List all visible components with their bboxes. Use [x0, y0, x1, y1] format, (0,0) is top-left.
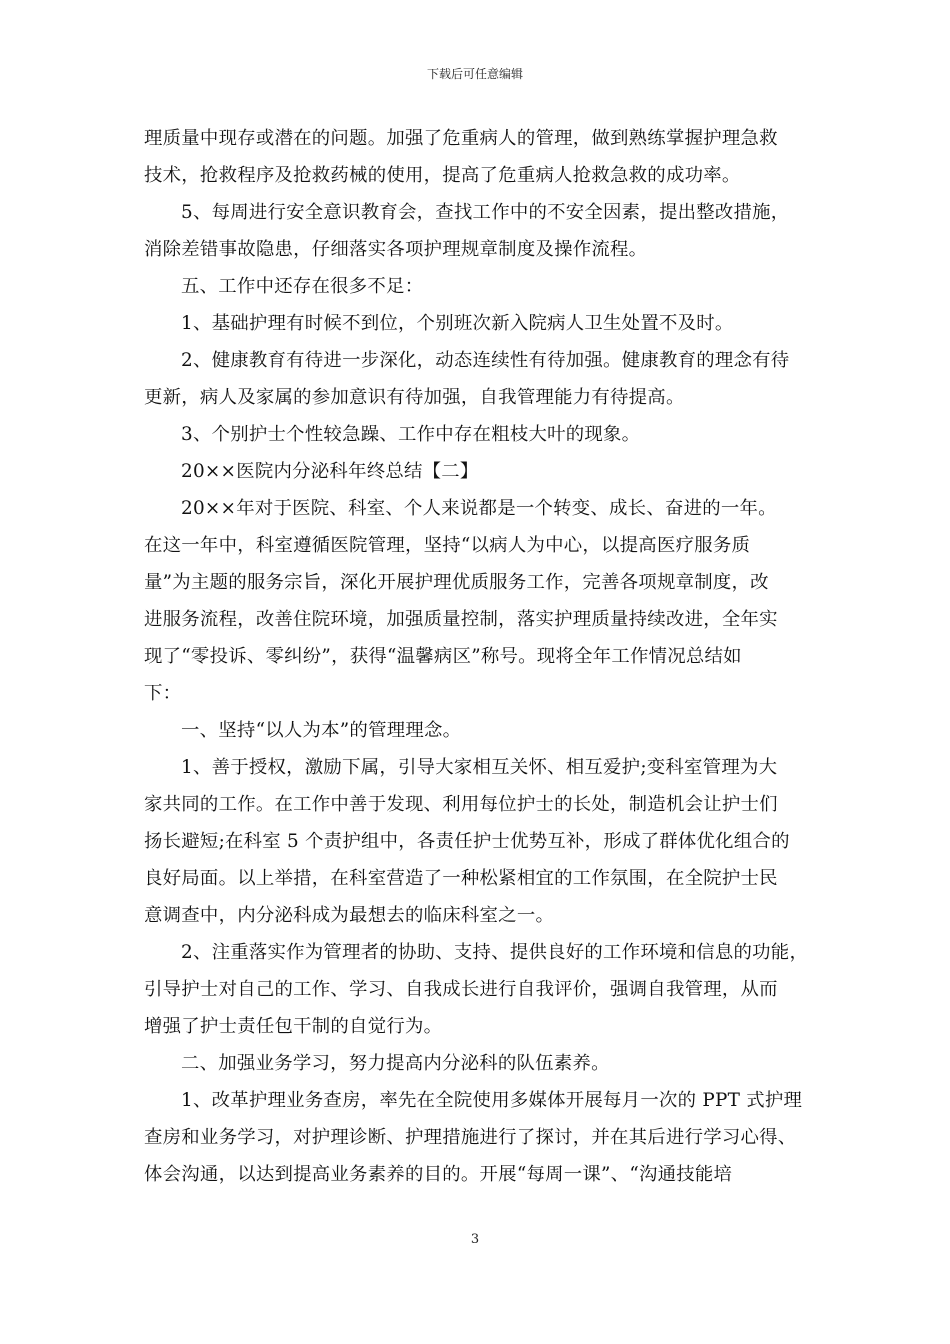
text-line: 更新，病人及家属的参加意识有待加强，自我管理能力有待提高。 [144, 387, 685, 408]
text-line: 1、基础护理有时候不到位，个别班次新入院病人卫生处置不及时。 [181, 313, 734, 334]
text-line: 体会沟通，以达到提高业务素养的目的。开展“每周一课”、“沟通技能培 [144, 1164, 733, 1185]
text-line: 20××年对于医院、科室、个人来说都是一个转变、成长、奋进的一年。 [181, 498, 777, 519]
text-line: 理质量中现存或潜在的问题。加强了危重病人的管理，做到熟练掌握护理急救 [144, 128, 778, 149]
text-line: 1、改革护理业务查房，率先在全院使用多媒体开展每月一次的 PPT 式护理 [181, 1090, 803, 1111]
text-line: 一、坚持“以人为本”的管理理念。 [181, 720, 462, 741]
text-line: 1、善于授权，激励下属，引导大家相互关怀、相互爱护;变科室管理为大 [181, 757, 778, 778]
text-line: 查房和业务学习，对护理诊断、护理措施进行了探讨，并在其后进行学习心得、 [144, 1127, 797, 1148]
text-line: 技术，抢救程序及抢救药械的使用，提高了危重病人抢救急救的成功率。 [144, 165, 741, 186]
text-line: 消除差错事故隐患，仔细落实各项护理规章制度及操作流程。 [144, 239, 648, 260]
text-line: 20××医院内分泌科年终总结【二】 [181, 461, 479, 482]
text-line: 现了“零投诉、零纠纷”，获得“温馨病区”称号。现将全年工作情况总结如 [144, 646, 742, 667]
text-line: 下： [144, 683, 182, 704]
text-line: 五、工作中还存在很多不足： [181, 276, 424, 297]
text-line: 3、个别护士个性较急躁、工作中存在粗枝大叶的现象。 [181, 424, 641, 445]
text-line: 进服务流程，改善住院环境，加强质量控制，落实护理质量持续改进，全年实 [144, 609, 778, 630]
text-line: 增强了护士责任包干制的自觉行为。 [144, 1016, 443, 1037]
text-line: 2、注重落实作为管理者的协助、支持、提供良好的工作环境和信息的功能， [181, 942, 809, 963]
text-line: 良好局面。以上举措，在科室营造了一种松紧相宜的工作氛围，在全院护士民 [144, 868, 778, 889]
text-line: 意调查中，内分泌科成为最想去的临床科室之一。 [144, 905, 555, 926]
page-header: 下载后可任意编辑 [426, 67, 523, 81]
text-line: 引导护士对自己的工作、学习、自我成长进行自我评价，强调自我管理，从而 [144, 979, 778, 1000]
text-line: 5、每周进行安全意识教育会，查找工作中的不安全因素，提出整改措施， [181, 202, 790, 223]
document-body [144, 120, 809, 1193]
page-number: 3 [470, 1232, 480, 1247]
text-line: 扬长避短;在科室 5 个责护组中，各责任护士优势互补，形成了群体优化组合的 [144, 831, 790, 852]
text-line: 在这一年中，科室遵循医院管理，坚持“以病人为中心，以提高医疗服务质 [144, 535, 751, 556]
text-line: 二、加强业务学习，努力提高内分泌科的队伍素养。 [181, 1053, 610, 1074]
text-line: 家共同的工作。在工作中善于发现、利用每位护士的长处，制造机会让护士们 [144, 794, 778, 815]
text-line: 量”为主题的服务宗旨，深化开展护理优质服务工作，完善各项规章制度，改 [144, 572, 769, 593]
text-line: 2、健康教育有待进一步深化，动态连续性有待加强。健康教育的理念有待 [181, 350, 790, 371]
